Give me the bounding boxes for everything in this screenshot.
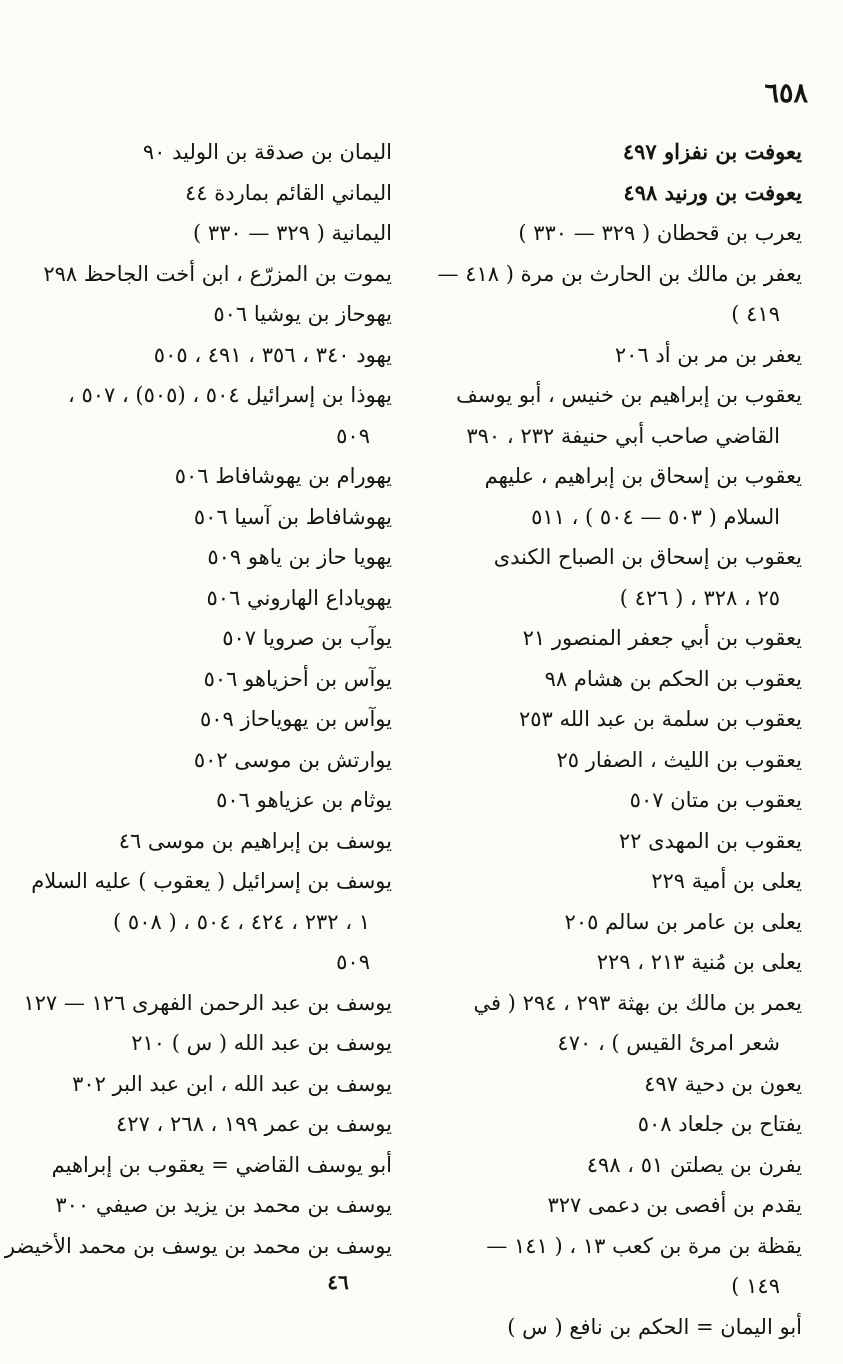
index-entry: يهوياداع الهاروني ٥٠٦ [206,585,392,610]
right-column [437,132,802,1347]
index-entry: يعقوب بن متان ٥٠٧ [629,788,802,812]
index-entry: يفتاح بن جلعاد ٥٠٨ [637,1112,802,1136]
index-entry: يعوفت بن نفزاو ٤٩٧ [622,139,802,164]
index-entry: يعلى بن مُنية ٢١٣ ، ٢٢٩ [596,950,802,974]
index-entry: يعفر بن مالك بن الحارث بن مرة ( ٤١٨ — [437,261,802,286]
index-entry-continuation: ٥٠٩ [336,950,370,974]
index-entry: يموت بن المزرّع ، ابن أخت الجاحظ ٢٩٨ [43,261,392,286]
index-entry-continuation: القاضي صاحب أبي حنيفة ٢٣٢ ، ٣٩٠ [466,423,780,448]
index-entry-continuation: ٤١٩ ) [731,302,780,326]
index-entry: يعوفت بن ورنيد ٤٩٨ [623,179,802,205]
page-number: ٦٥٨ [764,78,808,109]
index-entry: يهوحاز بن يوشيا ٥٠٦ [213,302,392,326]
index-entry: أبو اليمان = الحكم بن نافع ( س ) [507,1314,802,1339]
index-entry: يعلى بن أمية ٢٢٩ [651,869,802,893]
index-entry: يهويا حاز بن ياهو ٥٠٩ [207,545,392,569]
index-entry: اليمانية ( ٣٢٩ — ٣٣٠ ) [192,221,392,245]
index-entry: يقدم بن أفصى بن دعمى ٣٢٧ [547,1193,802,1217]
index-entry: اليمان بن صدقة بن الوليد ٩٠ [142,140,392,164]
index-entry: يعقوب بن الحكم بن هشام ٩٨ [544,666,802,691]
index-entry: يعقوب بن المهدى ٢٢ [618,828,802,853]
left-column [4,132,392,1266]
index-entry: يوثام بن عزياهو ٥٠٦ [216,788,392,812]
index-entry: يعون بن دحية ٤٩٧ [644,1071,802,1096]
index-entry: أبو يوسف القاضي = يعقوب بن إبراهيم [51,1152,392,1177]
index-entry: يوسف بن محمد بن يزيد بن صيفي ٣٠٠ [55,1193,392,1217]
index-entry: يوسف بن عمر ١٩٩ ، ٢٦٨ ، ٤٢٧ [116,1112,392,1136]
index-entry: يقظة بن مرة بن كعب ١٣ ، ( ١٤١ — [486,1233,802,1258]
index-entry-continuation: ١ ، ٢٣٢ ، ٤٢٤ ، ٥٠٤ ، ( ٥٠٨ ) [113,909,370,934]
index-entry: يوسف بن إسرائيل ( يعقوب ) عليه السلام [31,869,392,893]
index-entry-continuation: ٢٥ ، ٣٢٨ ، ( ٤٢٦ ) [619,585,780,610]
index-entry: يفرن بن يصلتن ٥١ ، ٤٩٨ [586,1152,802,1177]
index-entry: يهورام بن يهوشافاط ٥٠٦ [174,464,392,488]
index-entry: يهوشافاط بن آسيا ٥٠٦ [193,504,392,529]
index-entry: يوسف بن عبد الله ، ابن عبد البر ٣٠٢ [72,1071,392,1096]
index-entry: يعقوب بن إسحاق بن الصباح الكندى [493,545,802,569]
index-entry: اليماني القائم بماردة ٤٤ [185,180,392,205]
index-entry: يعقوب بن أبي جعفر المنصور ٢١ [522,626,802,650]
index-entry: يعمر بن مالك بن بهثة ٢٩٣ ، ٢٩٤ ( في [473,990,802,1015]
index-entry: يعلى بن عامر بن سالم ٢٠٥ [564,909,802,934]
index-entry: يوارتش بن موسى ٥٠٢ [193,747,392,772]
index-entry-continuation: شعر امرئ القيس ) ، ٤٧٠ [557,1031,780,1055]
index-entry: يعقوب بن إبراهيم بن خنيس ، أبو يوسف [456,383,802,407]
index-entry-continuation: ١٤٩ ) [731,1274,780,1298]
index-entry: يوسف بن عبد الله ( س ) ٢١٠ [131,1031,392,1055]
index-entry: يعقوب بن الليث ، الصفار ٢٥ [556,747,802,772]
index-entry: يوآس بن يهوياحاز ٥٠٩ [200,707,392,731]
index-entry: يعقوب بن سلمة بن عبد الله ٢٥٣ [518,707,802,731]
signature-mark: ٤٦ [327,1270,349,1294]
index-entry: يوسف بن عبد الرحمن الفهرى ١٢٦ — ١٢٧ [23,990,392,1015]
index-entry: يوسف بن محمد بن يوسف بن محمد الأخيضر [4,1233,392,1258]
index-entry: يهود ٣٤٠ ، ٣٥٦ ، ٤٩١ ، ٥٠٥ [153,342,392,367]
index-entry-continuation: ٥٠٩ [336,423,370,448]
index-entry: يوآس بن أحزياهو ٥٠٦ [203,666,392,691]
index-entry: يوسف بن إبراهيم بن موسى ٤٦ [118,828,392,853]
index-entry: يعقوب بن إسحاق بن إبراهيم ، عليهم [484,464,802,488]
index-entry-continuation: السلام ( ٥٠٣ — ٥٠٤ ) ، ٥١١ [531,504,780,529]
index-entry: يوآب بن صرويا ٥٠٧ [222,626,392,650]
index-entry: يهوذا بن إسرائيل ٥٠٤ ، (٥٠٥) ، ٥٠٧ ، [68,383,392,407]
index-entry: يعفر بن مر بن أد ٢٠٦ [614,342,802,367]
index-entry: يعرب بن قحطان ( ٣٢٩ — ٣٣٠ ) [518,221,802,245]
